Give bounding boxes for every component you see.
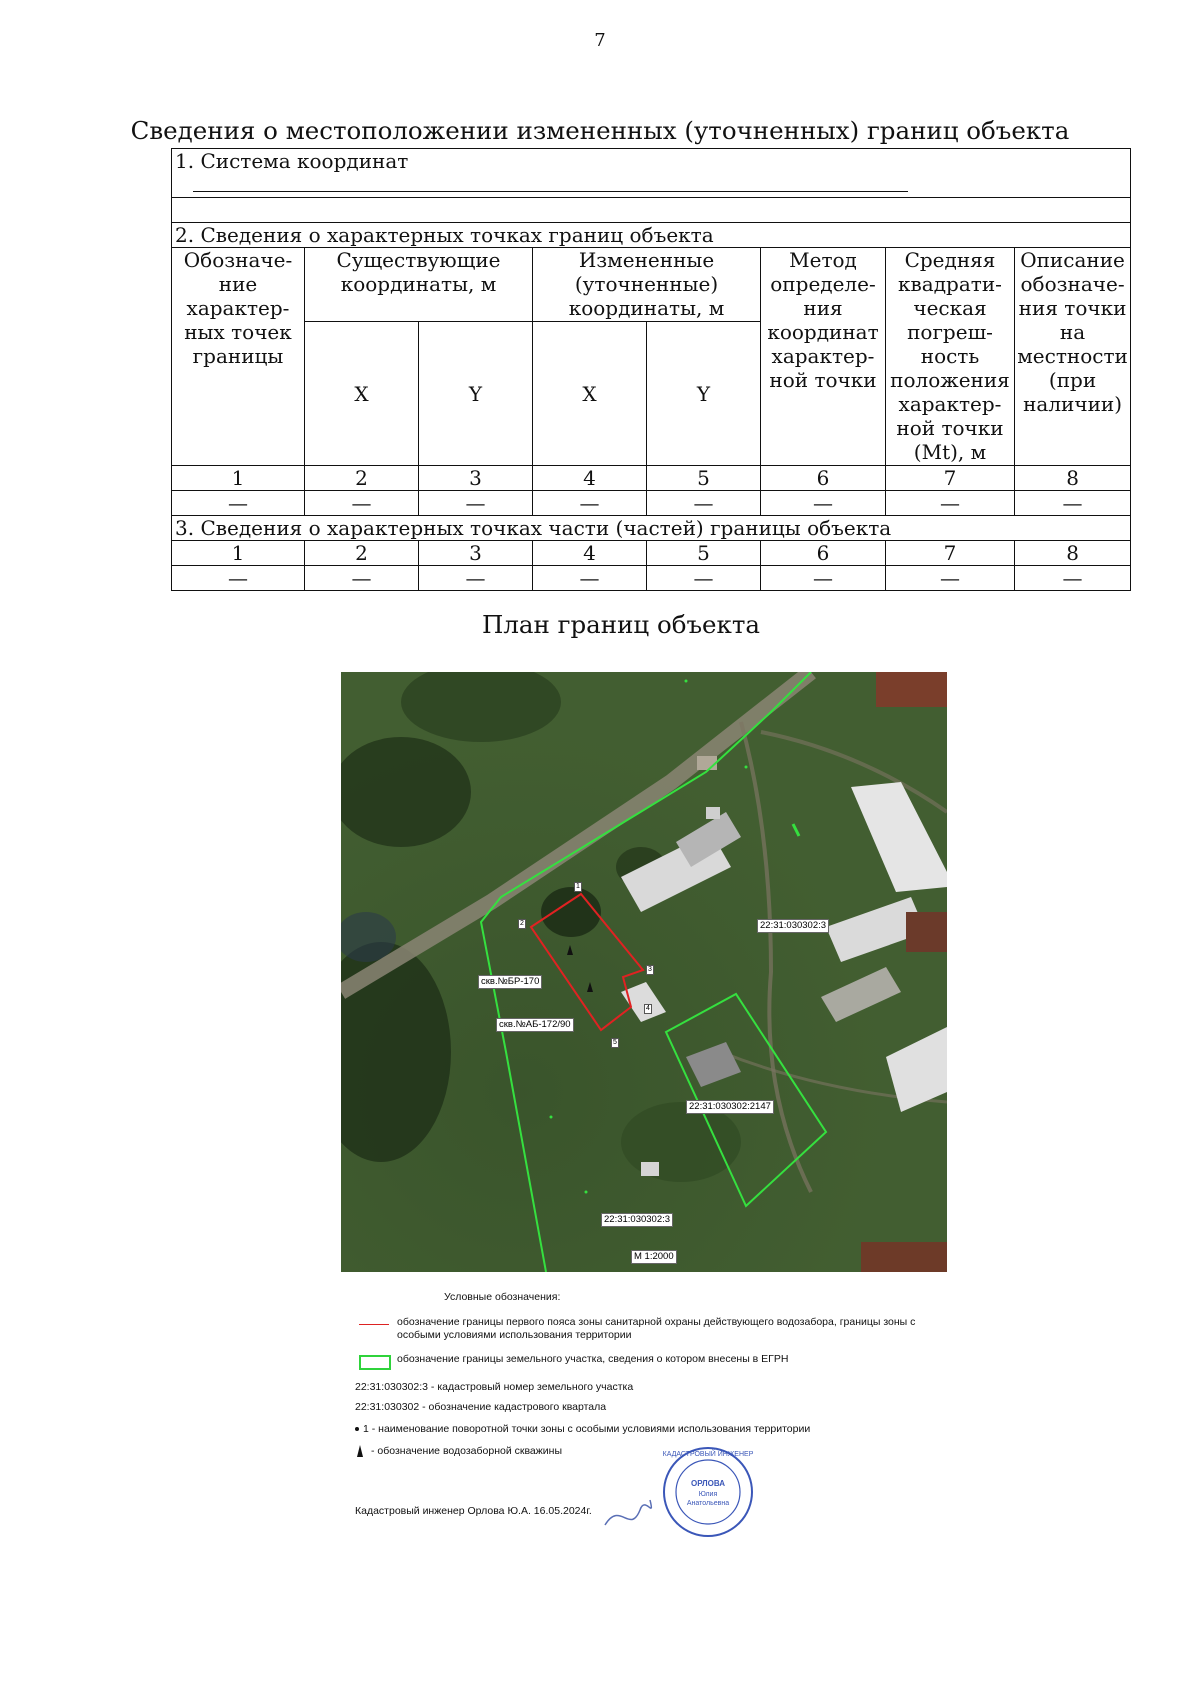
legend-green-box-text: обозначение границы земельного участка, сведения о котором внесены в ЕГРН bbox=[397, 1353, 789, 1365]
dash-row-2 bbox=[172, 566, 1131, 591]
dash-row bbox=[172, 491, 1131, 516]
field-brown bbox=[861, 1242, 947, 1272]
marker-dot bbox=[685, 680, 688, 683]
dash-cell: — bbox=[886, 566, 1015, 591]
col-number: 7 bbox=[886, 541, 1015, 566]
header-changed-x: X bbox=[533, 322, 647, 466]
well-icon bbox=[355, 1445, 365, 1457]
well-label-ab: скв.№АБ-172/90 bbox=[496, 1018, 574, 1032]
col-number: 6 bbox=[761, 541, 886, 566]
parcel-label-north: 22:31:030302:3 bbox=[757, 919, 829, 933]
col-number: 1 bbox=[172, 541, 305, 566]
col-number: 4 bbox=[533, 466, 647, 491]
header-changed-y: Y bbox=[647, 322, 761, 466]
dash-cell: — bbox=[1015, 491, 1131, 516]
seal-name-2: Юлия bbox=[698, 1491, 718, 1498]
turning-point-label-5: 5 bbox=[613, 1039, 617, 1046]
legend-title: Условные обозначения: bbox=[444, 1291, 561, 1303]
col-number: 8 bbox=[1015, 541, 1131, 566]
dash-cell: — bbox=[533, 566, 647, 591]
col-number: 5 bbox=[647, 541, 761, 566]
handwritten-signature bbox=[605, 1500, 651, 1525]
col-number: 3 bbox=[419, 541, 533, 566]
dash-cell: — bbox=[886, 491, 1015, 516]
marker-dot bbox=[745, 766, 748, 769]
page-number: 7 bbox=[594, 30, 606, 51]
seal-stamp bbox=[600, 1440, 760, 1550]
header-description: Описание обозначе- ния точки на местности (при наличии) bbox=[1015, 248, 1131, 466]
parcel-label-2147: 22:31:030302:2147 bbox=[686, 1100, 774, 1114]
map-drawing bbox=[341, 672, 947, 1272]
col-number: 4 bbox=[533, 541, 647, 566]
plan-title: План границ объекта bbox=[481, 610, 761, 639]
seal-name-3: Анатольевна bbox=[686, 1500, 730, 1507]
header-method: Метод определе- ния координат характер- ной точки bbox=[761, 248, 886, 466]
marker-dot bbox=[585, 1191, 588, 1194]
dash-cell: — bbox=[533, 491, 647, 516]
header-existing-x: X bbox=[305, 322, 419, 466]
column-numbers-row bbox=[172, 466, 1131, 491]
dash-cell: — bbox=[761, 566, 886, 591]
dash-cell: — bbox=[419, 566, 533, 591]
section-3-heading: 3. Сведения о характерных точках части (частей) границы объекта bbox=[172, 516, 1131, 541]
dash-cell: — bbox=[1015, 566, 1131, 591]
document-title: Сведения о местоположении измененных (уточненных) границ объекта bbox=[130, 116, 1070, 145]
coordinate-system-row: 1. Система координат bbox=[172, 149, 1131, 198]
col-number: 1 bbox=[172, 466, 305, 491]
turning-point-label-1: 1 bbox=[576, 883, 580, 890]
legend-cadastral-quarter-text: 22:31:030302 - обозначение кадастрового квартала bbox=[355, 1401, 607, 1413]
col-number: 6 bbox=[761, 466, 886, 491]
col-number: 3 bbox=[419, 466, 533, 491]
satellite-map bbox=[341, 672, 947, 1272]
column-numbers-row-2 bbox=[172, 541, 1131, 566]
well-label-br: скв.№БР-170 bbox=[478, 975, 542, 989]
col-number: 8 bbox=[1015, 466, 1131, 491]
dash-cell: — bbox=[419, 491, 533, 516]
dash-cell: — bbox=[305, 491, 419, 516]
seal-outer-text: КАДАСТРОВЫЙ ИНЖЕНЕР bbox=[662, 1451, 754, 1458]
dash-cell: — bbox=[647, 566, 761, 591]
header-rmse: Средняя квадрати- ческая погреш- ность положения характер- ной точки (Mt), м bbox=[886, 248, 1015, 466]
scale-label: М 1:2000 bbox=[631, 1250, 677, 1264]
turning-point-label-4: 4 bbox=[646, 1005, 650, 1012]
col-number: 7 bbox=[886, 466, 1015, 491]
point-dot-icon bbox=[355, 1427, 359, 1431]
building bbox=[697, 756, 717, 770]
col-number: 2 bbox=[305, 541, 419, 566]
parcel-label-south: 22:31:030302:3 bbox=[601, 1213, 673, 1227]
coordinate-system-blank-line bbox=[193, 175, 908, 192]
col-number: 2 bbox=[305, 466, 419, 491]
tree-mass bbox=[621, 1102, 741, 1182]
header-existing-y: Y bbox=[419, 322, 533, 466]
coordinates-table bbox=[171, 148, 1131, 591]
building bbox=[706, 807, 720, 819]
empty-row bbox=[172, 198, 1131, 223]
red-line-swatch bbox=[359, 1324, 389, 1325]
legend-cadastral-number-text: 22:31:030302:3 - кадастровый номер земельного участка bbox=[355, 1381, 634, 1393]
dash-cell: — bbox=[761, 491, 886, 516]
header-changed-coordinates: Измененные (уточненные) координаты, м bbox=[533, 248, 761, 322]
legend-red-line-text: обозначение границы первого пояса зоны санитарной охраны действующего водозабора, границы зоны с особыми условиями использования территории bbox=[397, 1316, 916, 1341]
legend-well-text: - обозначение водозаборной скважины bbox=[371, 1445, 563, 1457]
building bbox=[641, 1162, 659, 1176]
turning-point-label-3: 3 bbox=[648, 966, 652, 973]
engineer-signature-line: Кадастровый инженер Орлова Ю.А. 16.05.2024г. bbox=[355, 1505, 592, 1517]
legend-turning-point-text: 1 - наименование поворотной точки зоны с особыми условиями использования территории bbox=[363, 1423, 811, 1435]
roof-red bbox=[876, 672, 947, 707]
dash-cell: — bbox=[647, 491, 761, 516]
turning-point-label-2: 2 bbox=[520, 920, 524, 927]
marker-dot bbox=[550, 1116, 553, 1119]
section-2-heading: 2. Сведения о характерных точках границ объекта bbox=[172, 223, 1131, 248]
green-box-swatch bbox=[359, 1355, 391, 1370]
dash-cell: — bbox=[172, 566, 305, 591]
dash-cell: — bbox=[172, 491, 305, 516]
header-existing-coordinates: Существующие координаты, м bbox=[305, 248, 533, 322]
tree-mass bbox=[541, 887, 601, 937]
field-brown bbox=[906, 912, 947, 952]
header-designation: Обозначе- ние характер- ных точек границы bbox=[172, 248, 305, 466]
dash-cell: — bbox=[305, 566, 419, 591]
col-number: 5 bbox=[647, 466, 761, 491]
seal-name-1: ОРЛОВА bbox=[690, 1479, 726, 1488]
